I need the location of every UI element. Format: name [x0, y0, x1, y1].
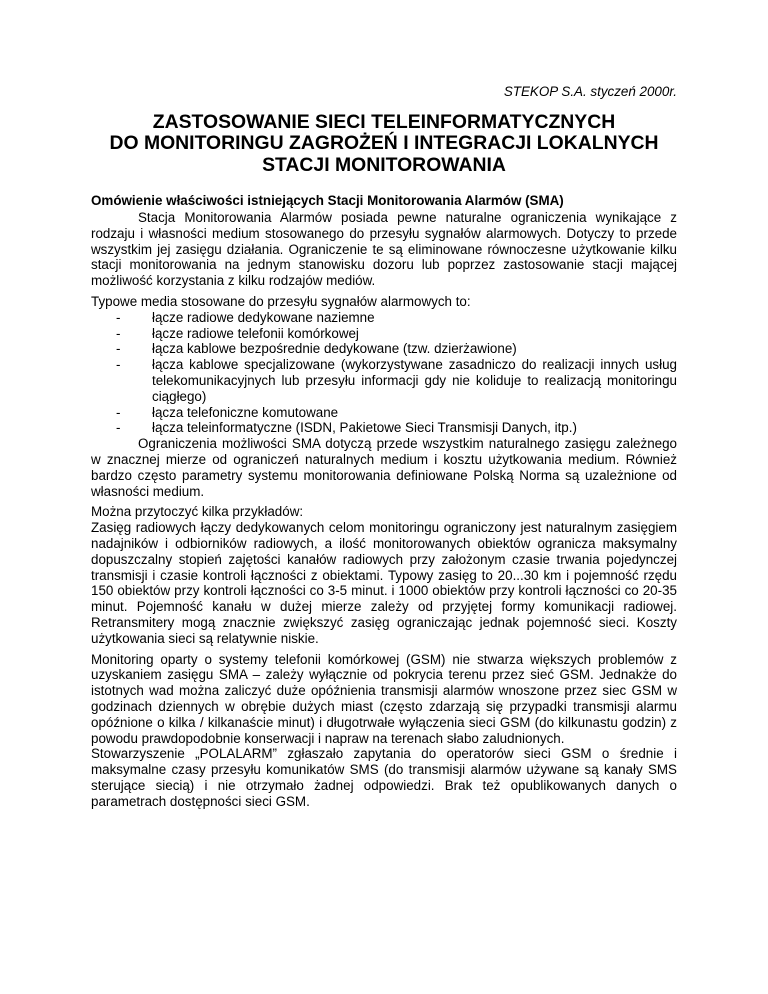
- list-item: [91, 405, 677, 421]
- list-item-text: łącza kablowe specjalizowane (wykorzystywane zasadniczo do realizacji innych usług telekomunikacyjnych lub przesyłu informacji gdy nie koliduje to realizacją monitoringu ciągłego): [152, 357, 677, 404]
- list-dash: -: [116, 325, 121, 341]
- title-line-1: ZASTOSOWANIE SIECI TELEINFORMATYCZNYCH: [152, 110, 616, 133]
- list-item-text: łącza telefoniczne komutowane: [152, 404, 339, 420]
- title-line-3: STACJI MONITOROWANIA: [262, 153, 506, 176]
- list-item-text: łącze radiowe telefonii komórkowej: [152, 325, 359, 341]
- paragraph-gsm: Monitoring oparty o systemy telefonii komórkowej (GSM) nie stwarza większych problemów z uzyskaniem zasięgu SMA – zależy wyłącznie od pokrycia terenu przez sieć GSM. Jednakże do istotnych wad można zaliczyć duże opóźnienia transmisji alarmów wnoszone przez siec GSM w godzinach dziennych w obrębie dużych miast (często zdarzają się przypadki transmisji alarmu opóźnione o kilka / kilkanaście minut) i długotrwałe wyłączenia sieci GSM (do kilkunastu godzin) z powodu prawdopodobnie konserwacji i napraw na terenach słabo zaludnionych.: [91, 651, 677, 746]
- document-page: [91, 84, 677, 810]
- list-item: [91, 357, 677, 404]
- title-line-2: DO MONITORINGU ZAGROŻEŃ I INTEGRACJI LOKALNYCH: [109, 132, 659, 155]
- paragraph-polalarm: Stowarzyszenie „POLALARM” zgłaszało zapytania do operatorów sieci GSM o średnie i maksymalne czasy przesyłu komunikatów SMS (do transmisji alarmów używane są kanały SMS sterujące siecią) i nie otrzymało żadnej odpowiedzi. Brak też opublikowanych danych o parametrach dostępności sieci GSM.: [91, 746, 677, 809]
- list-dash: -: [116, 404, 121, 420]
- paragraph-intro: Stacja Monitorowania Alarmów posiada pewne naturalne ograniczenia wynikające z rodzaju i własności medium stosowanego do przesyłu sygnałów alarmowych. Dotyczy to przede wszystkim jej zasięgu działania. Ograniczenie te są eliminowane równoczesne użytkowanie kilku stacji monitorowania na jednym stanowisku dozoru lub poprzez zastosowanie stacji mającej możliwość korzystania z kilku rodzajów mediów.: [91, 210, 677, 289]
- examples-intro: Można przytoczyć kilka przykładów:: [91, 504, 304, 520]
- list-item: [91, 310, 677, 326]
- list-dash: -: [116, 341, 121, 357]
- list-dash: -: [116, 420, 121, 436]
- list-item: [91, 341, 677, 357]
- list-item-text: łącza teleinformatyczne (ISDN, Pakietowe Sieci Transmisji Danych, itp.): [152, 420, 577, 436]
- media-list-intro: Typowe media stosowane do przesyłu sygnałów alarmowych to:: [91, 294, 471, 310]
- document-title: [91, 112, 677, 177]
- document-date: STEKOP S.A. styczeń 2000r.: [503, 84, 677, 99]
- list-item-text: łącze radiowe dedykowane naziemne: [152, 309, 375, 325]
- paragraph-radio: Zasięg radiowych łączy dedykowanych celom monitoringu ograniczony jest naturalnym zasięgiem nadajników i odbiorników radiowych, a ilość monitorowanych obiektów ogranicza maksymalny dopuszczalny stopień zajętości kanałów radiowych przy założonym czasie trwania pojedynczej transmisji i czasie kontroli łączności z obiektami. Typowy zasięg to 20...30 km i pojemność rzędu 150 obiektów przy kontroli łączności co 3-5 minut. i 1000 obiektów przy kontroli łączności co 20-35 minut. Pojemność kanału w dużej mierze zależy od przyjętej formy komunikacji radiowej. Retransmitery mogą znacznie zwiększyć zasięg ograniczając jednak pojemność sieci. Koszty użytkowania sieci są relatywnie niskie.: [91, 520, 677, 646]
- list-item: [91, 326, 677, 342]
- list-dash: -: [116, 357, 121, 373]
- media-list: [91, 310, 677, 436]
- paragraph-limitations: Ograniczenia możliwości SMA dotyczą przede wszystkim naturalnego zasięgu zależnego w znacznej mierze od ograniczeń naturalnych medium i kosztu użytkowania medium. Również bardzo często parametry systemu monitorowania definiowane Polską Norma są uzależnione od własności medium.: [91, 436, 677, 499]
- section-heading: Omówienie właściwości istniejących Stacji Monitorowania Alarmów (SMA): [91, 193, 564, 209]
- list-dash: -: [116, 309, 121, 325]
- list-item: [91, 420, 677, 436]
- list-item-text: łącza kablowe bezpośrednie dedykowane (tzw. dzierżawione): [152, 341, 517, 357]
